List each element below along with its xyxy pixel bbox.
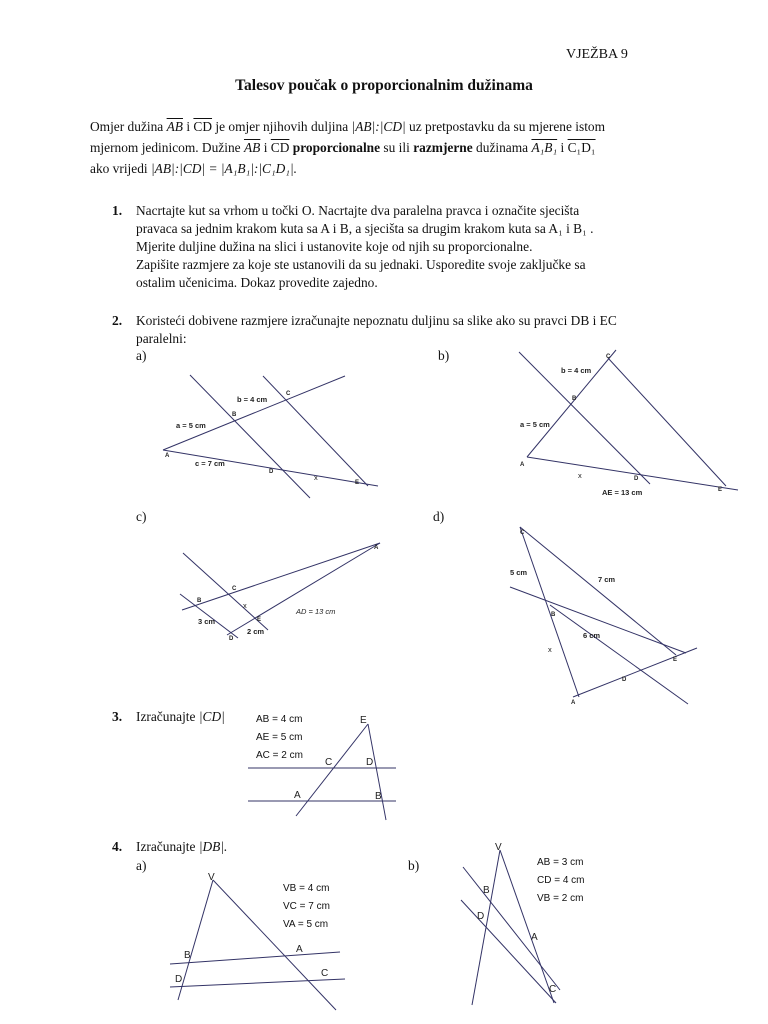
intro-text: i	[560, 140, 565, 155]
task-2-line: paralelni:	[136, 331, 187, 346]
intro-text: je omjer njihovih duljina	[215, 119, 349, 134]
point-d: D	[175, 974, 183, 985]
segment-ab: $\overline{AB}$	[166, 119, 183, 134]
given-value: CD = 4 cm	[537, 875, 585, 886]
ratio-expression: |AB|:|CD|	[351, 119, 406, 134]
point-e: E	[718, 487, 723, 493]
point-b: B	[483, 885, 490, 896]
point-d: D	[622, 677, 627, 683]
point-b: B	[232, 412, 237, 418]
label-x: x	[548, 645, 552, 654]
task-4b-label: b)	[408, 858, 420, 873]
task-3-instruction: Izračunajte	[136, 709, 196, 724]
label-b: b = 4 cm	[237, 395, 268, 404]
point-v: V	[495, 842, 502, 853]
point-b: B	[572, 396, 577, 402]
point-a: A	[165, 453, 170, 459]
point-c: C	[321, 968, 329, 979]
point-c: C	[232, 586, 237, 592]
task-4-instruction: Izračunajte	[136, 839, 196, 854]
label-x: x	[243, 601, 247, 610]
segment-ab: $\overline{AB}$	[243, 140, 261, 155]
point-a: A	[520, 462, 525, 468]
point-d: D	[634, 476, 639, 482]
ray-right	[500, 850, 557, 1003]
point-c: C	[325, 757, 333, 768]
point-c: C	[286, 391, 291, 397]
intro-text: uz pretpostavku da su mjerene istom	[409, 119, 606, 134]
given-value: VA = 5 cm	[283, 919, 329, 930]
point-e: E	[257, 617, 262, 623]
point-d: D	[269, 469, 274, 475]
point-v: V	[208, 872, 215, 883]
point-a: A	[571, 700, 576, 706]
task-4-target: |DB|.	[198, 839, 228, 854]
task-2a-label: a)	[136, 348, 147, 363]
label-7cm: 7 cm	[598, 575, 616, 584]
page-title: Talesov poučak o proporcionalnim dužinama	[235, 77, 533, 94]
task-4a-label: a)	[136, 858, 147, 873]
task-2c-label: c)	[136, 509, 147, 524]
given-value: AC = 2 cm	[256, 750, 303, 761]
segment-cd: $\overline{CD}$	[270, 140, 290, 155]
label-6cm: 6 cm	[583, 631, 601, 640]
point-a: A	[296, 944, 303, 955]
proportion-relation: |AB|:|CD| = |A₁B₁|:|C₁D₁|.	[151, 161, 297, 176]
intro-text: i	[263, 140, 268, 155]
label-2cm: 2 cm	[247, 627, 265, 636]
point-d: D	[229, 636, 234, 642]
label-a: a = 5 cm	[520, 420, 550, 429]
intro-text: Omjer dužina	[90, 119, 164, 134]
task-2b-label: b)	[438, 348, 450, 363]
label-x: x	[578, 471, 582, 480]
segment-cd: $\overline{CD}$	[193, 119, 213, 134]
label-x: x	[314, 473, 318, 482]
point-a: A	[374, 545, 379, 551]
task-3-target: |CD|	[198, 709, 225, 724]
segment-c1d1: C₁D₁	[567, 140, 596, 155]
task-1-line: Nacrtajte kut sa vrhom u točki O. Nacrtajte dva paralelna pravca i označite sjecišta	[136, 203, 580, 218]
task-3-number: 3.	[112, 709, 123, 724]
intro-text: i	[186, 119, 191, 134]
label-ad: AD = 13 cm	[296, 607, 336, 616]
task-1-number: 1.	[112, 203, 123, 218]
point-a: A	[294, 790, 301, 801]
intro-text: su ili	[383, 140, 410, 155]
intro-text: dužinama	[476, 140, 529, 155]
task-1-line: ostalim učenicima. Dokaz provedite zajedno.	[136, 275, 378, 290]
label-3cm: 3 cm	[198, 617, 216, 626]
given-value: AE = 5 cm	[256, 732, 303, 743]
label-5cm: 5 cm	[510, 568, 528, 577]
point-e: E	[673, 657, 678, 663]
point-c: C	[606, 354, 611, 360]
point-b: B	[184, 950, 191, 961]
task-1-line: Zapišite razmjere za koje ste ustanovili da su jednaki. Usporedite svoje zaključke sa	[136, 257, 586, 272]
label-ae: AE = 13 cm	[602, 488, 643, 497]
task-1-line: Mjerite duljine dužina na slici i ustanovite koje od njih su proporcionalne.	[136, 239, 533, 254]
exercise-label: VJEŽBA 9	[566, 47, 628, 62]
point-c: C	[549, 984, 557, 995]
label-a: a = 5 cm	[176, 421, 206, 430]
segment-a1b1: A₁B₁	[531, 140, 558, 155]
given-value: AB = 4 cm	[256, 714, 303, 725]
point-b: B	[551, 612, 556, 618]
given-value: VC = 7 cm	[283, 901, 330, 912]
task-2d-label: d)	[433, 509, 445, 524]
point-d: D	[366, 757, 374, 768]
intro-text: mjernom jedinicom. Dužine	[90, 140, 241, 155]
point-b: B	[375, 791, 382, 802]
term-proporcionalne: proporcionalne	[292, 140, 381, 155]
term-razmjerne: razmjerne	[413, 140, 473, 155]
point-a: A	[531, 932, 538, 943]
point-b: B	[197, 598, 202, 604]
task-1-line: pravaca sa jednim krakom kuta sa A i B, a sjecišta sa drugim krakom kuta sa A₁ i B₁ .	[136, 221, 594, 236]
task-2-line: Koristeći dobivene razmjere izračunajte nepoznatu duljinu sa slike ako su pravci DB i EC	[136, 313, 617, 328]
label-b: b = 4 cm	[561, 366, 592, 375]
point-e: E	[360, 715, 367, 726]
point-c: C	[520, 530, 525, 536]
given-value: AB = 3 cm	[537, 857, 584, 868]
task-4-number: 4.	[112, 839, 123, 854]
label-c: c = 7 cm	[195, 459, 225, 468]
point-d: D	[477, 911, 485, 922]
given-value: VB = 2 cm	[537, 893, 584, 904]
task-2-number: 2.	[112, 313, 123, 328]
point-e: E	[355, 480, 360, 486]
intro-text: ako vrijedi	[90, 161, 148, 176]
given-value: VB = 4 cm	[283, 883, 330, 894]
